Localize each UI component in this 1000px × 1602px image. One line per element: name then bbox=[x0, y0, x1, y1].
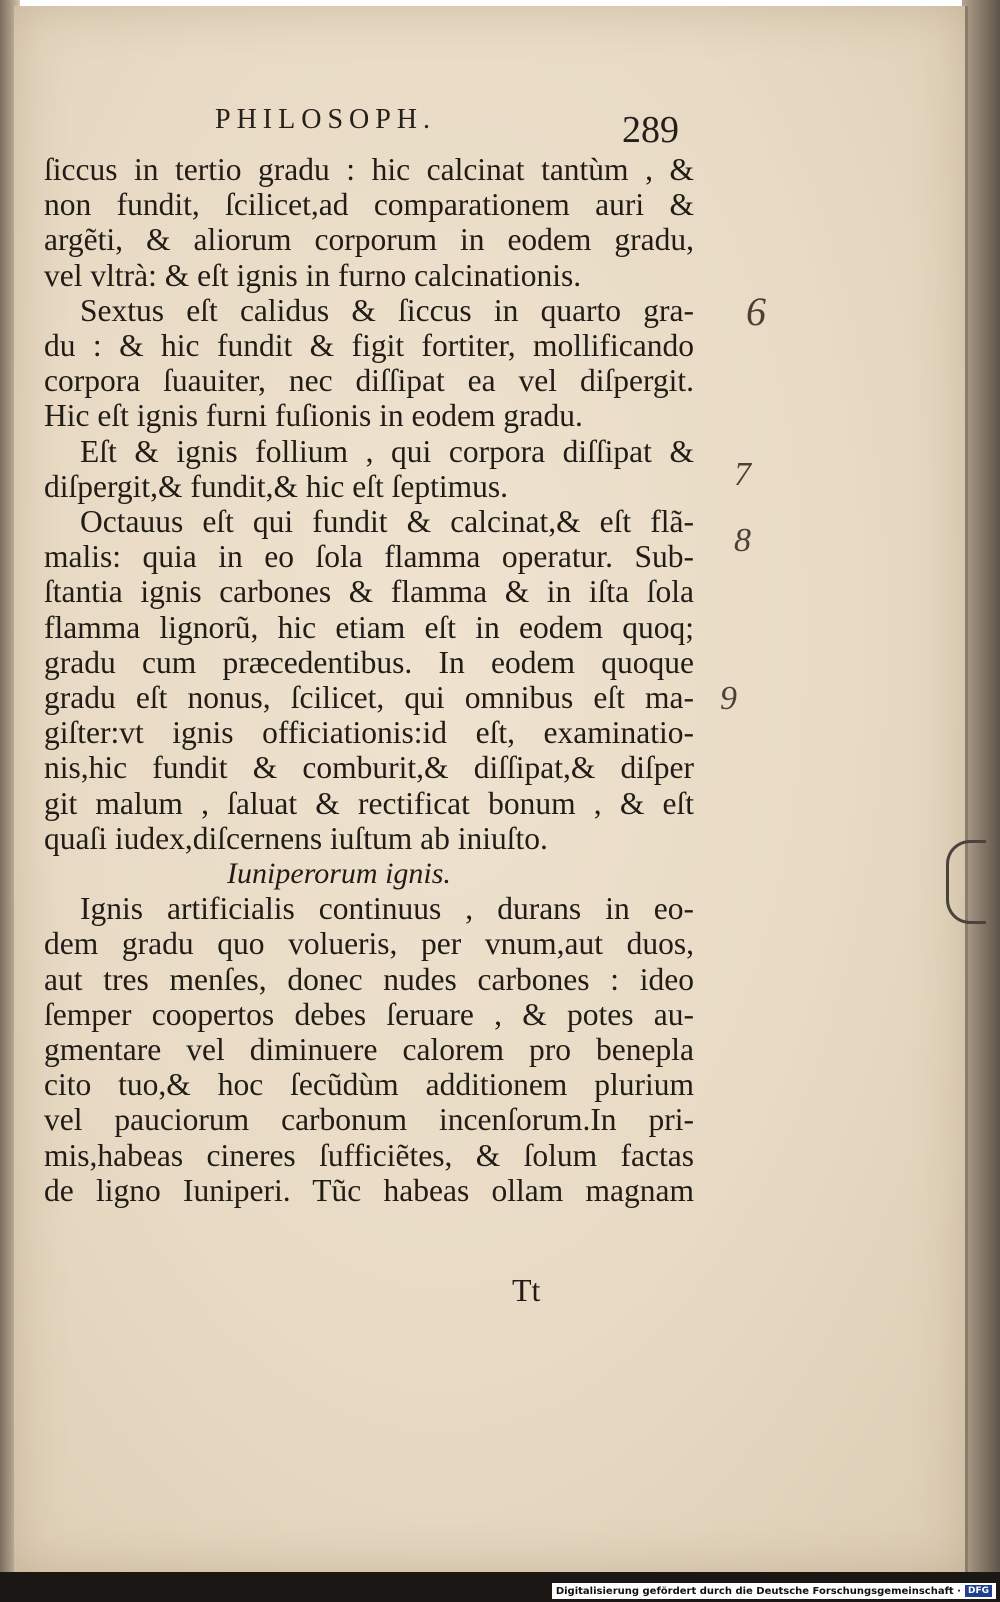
margin-note: 8 bbox=[734, 522, 751, 559]
text-line: de ligno Iuniperi. Tũc habeas ollam magnam bbox=[44, 1172, 694, 1208]
text-line: flamma lignorũ, hic etiam eſt in eodem quoq; bbox=[44, 609, 694, 645]
text-line: Eſt & ignis follium , qui corpora diſſipat & bbox=[80, 433, 694, 469]
running-title: PHILOSOPH. bbox=[215, 104, 437, 135]
margin-note: 7 bbox=[734, 456, 751, 493]
text-line: giſter:vt ignis officiationis:id eſt, examinatio- bbox=[44, 715, 694, 751]
text-line: gmentare vel diminuere calorem pro benepla bbox=[44, 1032, 694, 1068]
text-line: aut tres menſes, donec nudes carbones : ideo bbox=[44, 961, 694, 997]
body-text bbox=[44, 152, 694, 1208]
text-line: argẽti, & aliorum corporum in eodem gradu, bbox=[44, 222, 694, 258]
text-line: malis: quia in eo ſola flamma operatur. Sub- bbox=[44, 539, 694, 575]
text-line: vel vltrà: & eſt ignis in furno calcinationis. bbox=[44, 257, 582, 293]
text-line: du : & hic fundit & figit fortiter, mollificando bbox=[44, 328, 694, 364]
text-line: dem gradu quo volueris, per vnum,aut duos, bbox=[44, 926, 694, 962]
margin-note: 6 bbox=[746, 289, 766, 334]
margin-note: 9 bbox=[720, 680, 737, 717]
text-line: vel pauciorum carbonum incenſorum.In pri- bbox=[44, 1102, 694, 1138]
text-line: gradu eſt nonus, ſcilicet, qui omnibus eſt ma- bbox=[44, 680, 694, 716]
text-line: gradu cum præcedentibus. In eodem quoque bbox=[44, 644, 694, 680]
page-number: 289 bbox=[622, 109, 679, 151]
text-line: Sextus eſt calidus & ſiccus in quarto gra- bbox=[80, 292, 694, 328]
text-line: ſtantia ignis carbones & flamma & in iſta ſola bbox=[44, 574, 694, 610]
text-line: corpora ſuauiter, nec diſſipat ea vel diſpergit. bbox=[44, 363, 694, 399]
text-line: ſemper coopertos debes ſeruare , & potes au- bbox=[44, 996, 694, 1032]
text-line: nis,hic fundit & comburit,& diſſipat,& diſper bbox=[44, 750, 694, 786]
dfg-logo: DFG bbox=[965, 1585, 992, 1597]
text-line: mis,habeas cineres ſufficiẽtes, & ſolum factas bbox=[44, 1137, 694, 1173]
digitization-footer bbox=[552, 1583, 996, 1599]
text-line: ſiccus in tertio gradu : hic calcinat tantùm , & bbox=[44, 152, 694, 187]
text-line: Hic eſt ignis furni fuſionis in eodem gradu. bbox=[44, 398, 583, 434]
footer-credit: Digitalisierung gefördert durch die Deutsche Forschungsgemeinschaft · bbox=[555, 1585, 961, 1597]
section-heading: Iuniperorum ignis. bbox=[227, 857, 451, 891]
text-line: cito tuo,& hoc ſecũdùm additionem plurium bbox=[44, 1067, 694, 1103]
text-line: quaſi iudex,diſcernens iuſtum ab iniuſto. bbox=[44, 820, 548, 856]
bookmark-clip bbox=[946, 840, 986, 924]
signature-mark: Tt bbox=[512, 1272, 541, 1308]
text-line: Octauus eſt qui fundit & calcinat,& eſt flã- bbox=[80, 504, 694, 540]
text-line: diſpergit,& fundit,& hic eſt ſeptimus. bbox=[44, 468, 508, 504]
text-line: non fundit, ſcilicet,ad comparationem auri & bbox=[44, 187, 694, 223]
text-line: git malum , ſaluat & rectificat bonum , & eſt bbox=[44, 785, 694, 821]
text-line: Ignis artificialis continuus , durans in eo- bbox=[80, 891, 694, 927]
